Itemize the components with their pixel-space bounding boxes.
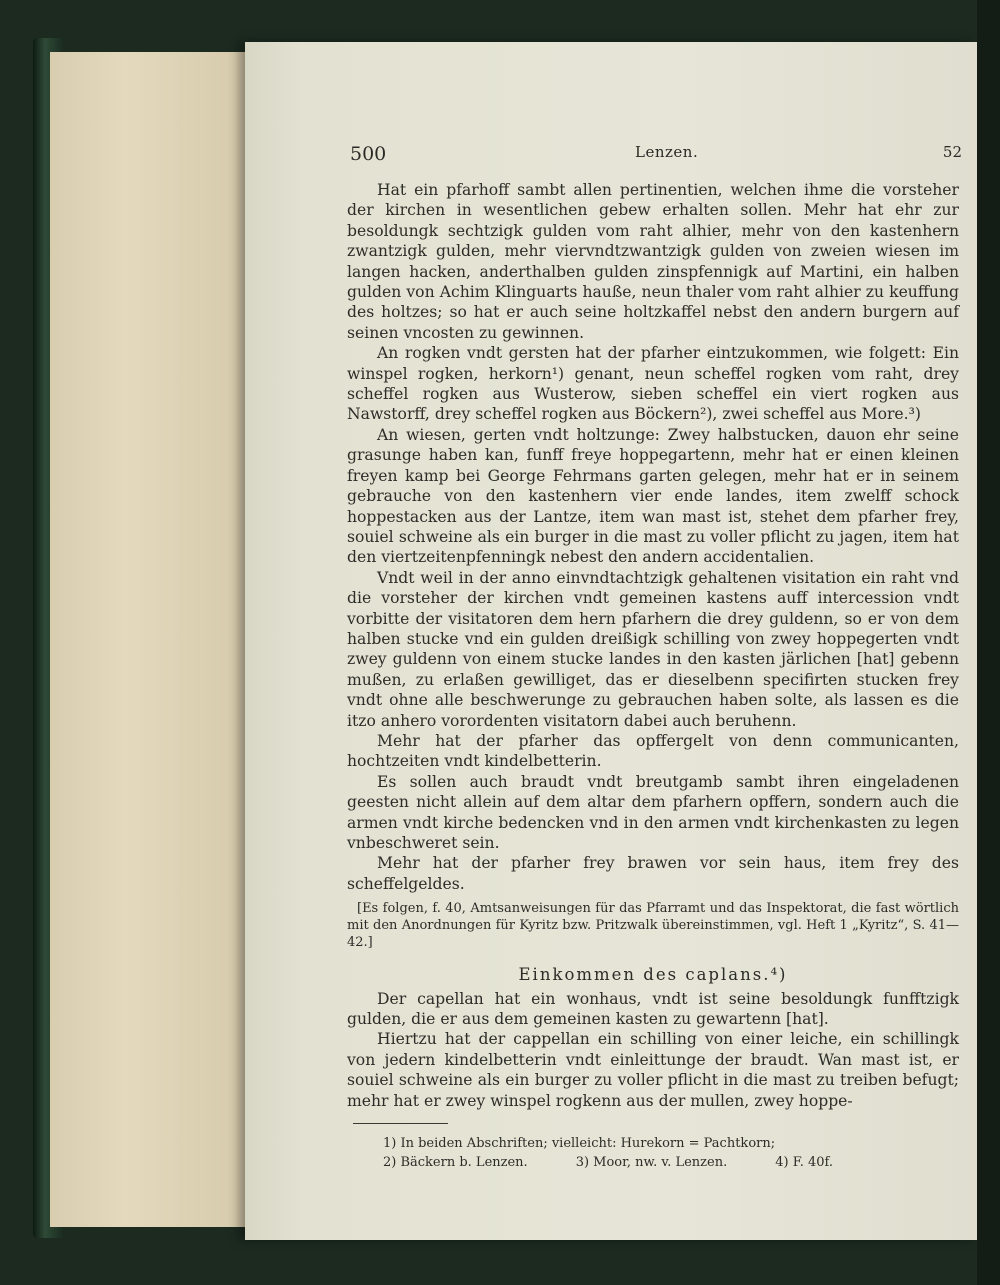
footnote-1: 1) In beiden Abschriften; vielleicht: Hurekorn = Pachtkorn; [383, 1136, 776, 1152]
paragraph: An rogken vndt gersten hat der pfarher eintzukommen, wie folgett: Ein winspel rogken, herkorn¹) genant, neun scheffel rogken vom raht, drey scheffel rogken aus Wusterow, sieben scheffel ein viert rogken aus Nawstorff, drey scheffel rogken aus Böckern²), zwei scheffel aus More.³) [347, 344, 959, 424]
paragraph: An wiesen, gerten vndt holtzunge: Zwey halbstucken, dauon ehr seine grasunge haben kan, funff freye hoppegartenn, mehr hat er einen kleinen freyen kamp bei George Fehrmans garten gelegen, mehr hat er in seinem gebrauche von den kastenhern vier ende landes, item zwelff schock hoppestacken aus der Lantze, item wan mast ist, stehet dem pfarher frey, souiel schweine als ein burger in die mast zu voller pflicht zu jagen, item hat den viertzeitenpfenningk nebest den andern accidentalien. [347, 425, 959, 567]
section-heading: Einkommen des caplans.⁴) [518, 965, 788, 985]
paragraph: Mehr hat der pfarher das opffergelt von denn communicanten, hochtzeiten vndt kindelbetterin. [347, 731, 959, 771]
paragraph: Es sollen auch braudt vndt breutgamb sambt ihren eingeladenen geesten nicht allein auf dem altar dem pfarhern opffern, sondern auch die armen vndt kirche bedencken vnd in den armen vndt kirchenkasten zu legen vnbeschweret sein. [347, 772, 959, 852]
paragraph: Hat ein pfarhoff sambt allen pertinentien, welchen ihme die vorsteher der kirchen in wesentlichen gebew erhalten sollen. Mehr hat ehr zur besoldungk sechtzigk gulden vom raht alhier, mehr von den kastenhern zwantzigk gulden, mehr viervndtzwantzigk gulden von zweien wiesen im langen hacken, anderthalben gulden zinspfennigk auf Martini, ein halben gulden von Achim Klinguarts hauße, neun thaler vom raht alhier zu keuffung des holtzes; so hat er auch seine holtzkaffel nebst den andern burgern auf seinen vncosten zu gewinnen. [347, 181, 959, 342]
editorial-note: [Es folgen, f. 40, Amtsanweisungen für das Pfarramt und das Inspektorat, die fast wörtlich mit den Anordnungen für Kyritz bzw. Pritzwalk übereinstimmen, vgl. Heft 1 „Kyritz“, S. 41—42.] [347, 901, 959, 951]
footnote-2: 2) Bäckern b. Lenzen. [383, 1155, 528, 1171]
paragraph: Der capellan hat ein wonhaus, vndt ist seine besoldungk funfftzigk gulden, die er aus dem gemeinen kasten zu gewartenn [hat]. [347, 989, 959, 1029]
page-body [347, 180, 959, 1172]
facing-page-number: 52 [942, 143, 962, 161]
paragraph: Mehr hat der pfarher frey brawen vor sein haus, item frey des scheffelgeldes. [347, 854, 959, 893]
footnote-3: 3) Moor, nw. v. Lenzen. [575, 1155, 728, 1171]
facing-page-gutter [977, 0, 1000, 1285]
footnotes [347, 1134, 959, 1172]
paragraph: Vndt weil in der anno einvndtachtzigk gehaltenen visitation ein raht vnd die vorsteher der kirchen vndt gemeinen kastens auff intercession vndt vorbitte der visitatoren dem hern pfarhern die drey guldenn, so er von dem halben stucke vnd ein gulden dreißigk schilling von zwey hoppegerten vndt zwey guldenn von einem stucke landes in den kasten järlichen [hat] gebenn mußen, zu erlaßen gewilliget, das er dieselbenn specifirten stucken frey vndt ohne alle beschwerunge zu gebrauchen haben solte, als lassen es die itzo anhero vorordenten visitatorn dabei auch beruhenn. [347, 568, 959, 730]
page-header [350, 143, 962, 167]
page-block-edge [50, 52, 265, 1227]
footnote-4: 4) F. 40f. [775, 1155, 833, 1171]
page-number: 500 [350, 143, 387, 165]
running-title: Lenzen. [635, 143, 699, 161]
footnote-rule [353, 1123, 448, 1124]
paragraph: Hiertzu hat der cappellan ein schilling von einer leiche, ein schillingk von jedern kindelbetterin vndt einleittunge der braudt. Wan mast ist, er souiel schweine als ein burger zu voller pflicht in die mast zu treiben befugt; mehr hat er zwey winspel rogkenn aus der mullen, zwey hoppe- [347, 1030, 959, 1110]
footnote-row [383, 1153, 959, 1172]
